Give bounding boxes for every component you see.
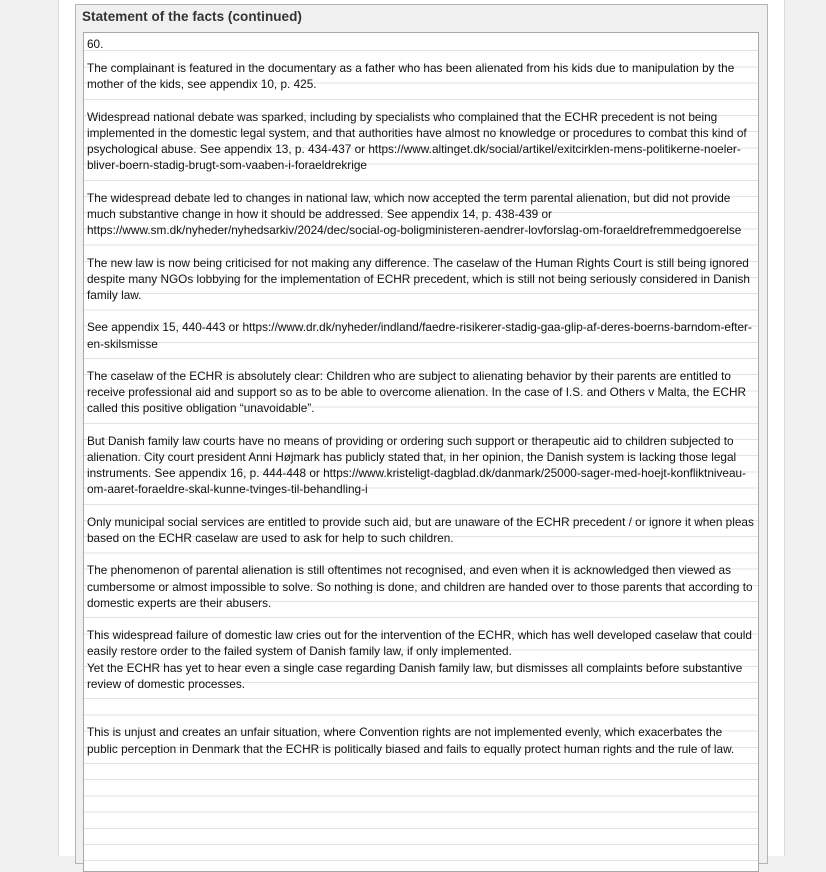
paragraph: Yet the ECHR has yet to hear even a single case regarding Danish family law, but dismisses all complaints before substantive review of domestic processes. [87,660,743,691]
paragraph: The phenomenon of parental alienation is still oftentimes not recognised, and even when it is acknowledged then viewed as cumbersome or almost impossible to solve. So nothing is done, and children are handed over to those parents that according to domestic experts are their abusers. [87,563,753,610]
statement-text-field[interactable] [83,32,759,872]
statement-of-facts-panel [75,4,768,864]
paragraph: Widespread national debate was sparked, including by specialists who complained that the ECHR precedent is not being implemented in the domestic legal system, and that authorities have almost no knowledge or procedures to combat this kind of psychological abuse. See appendix 13, p. 434-437 or https://www.altinget.dk/social/artikel/exitcirklen-mens-politikerne-noeler-bliver-boern-stadig-brugt-som-vaaben-i-foraeldrekrige [87,109,747,173]
paragraph: Only municipal social services are entitled to provide such aid, but are unaware of the ECHR precedent / or ignore it when pleas based on the ECHR caselaw are used to ask for help to such children. [87,514,754,545]
paragraph: The new law is now being criticised for not making any difference. The caselaw of the Human Rights Court is still being ignored despite many NGOs lobbying for the implementation of ECHR precedent, which is still not being seriously considered in Danish family law. [87,255,750,302]
paragraph: The widespread debate led to changes in national law, which now accepted the term parental alienation, but did not provide much substantive change in how it should be addressed. See appendix 14, p. 438-439 or https://www.sm.dk/nyheder/nyhedsarkiv/2024/dec/social-og-boligministeren-aendrer-lovforslag-om-foraeldrefremmedgoerelse [87,190,742,238]
paragraph: But Danish family law courts have no means of providing or ordering such support or therapeutic aid to children subjected to alienation. City court president Anni Højmark has publicly stated that, in her opinion, the Danish system is lacking those legal instruments. See appendix 16, p. 444-448 or https://www.kristeligt-dagblad.dk/danmark/25000-sager-med-hoejt-konfliktniveau-om-aaret-foraeldre-skal-kunne-tvinges-til-behandling-i [87,433,747,497]
paragraph: See appendix 15, 440-443 or https://www.dr.dk/nyheder/indland/faedre-risikerer-stadig-gaa-glip-af-deres-boerns-barndom-efter-en-skilsmisse [87,320,752,351]
paragraph: The caselaw of the ECHR is absolutely clear: Children who are subject to alienating behavior by their parents are entitled to receive professional aid and support so as to be able to overcome alienation. In the case of I.S. and Others v Malta, the ECHR called this positive obligation “unavoidable”. [87,368,747,416]
paragraph: The complainant is featured in the documentary as a father who has been alienated from his kids due to manipulation by the mother of the kids, see appendix 10, p. 425. [87,61,735,92]
section-title: Statement of the facts (continued) [82,9,302,24]
paragraph-number: 60. [87,37,104,51]
paragraph: This widespread failure of domestic law cries out for the intervention of the ECHR, which has well developed caselaw that could easily restore order to the failed system of Danish family law, if only implemented. [87,628,752,659]
paragraph: This is unjust and creates an unfair situation, where Convention rights are not implemented evenly, which exacerbates the public perception in Denmark that the ECHR is politically biased and fails to equally protect human rights and the rule of law. [87,725,735,756]
